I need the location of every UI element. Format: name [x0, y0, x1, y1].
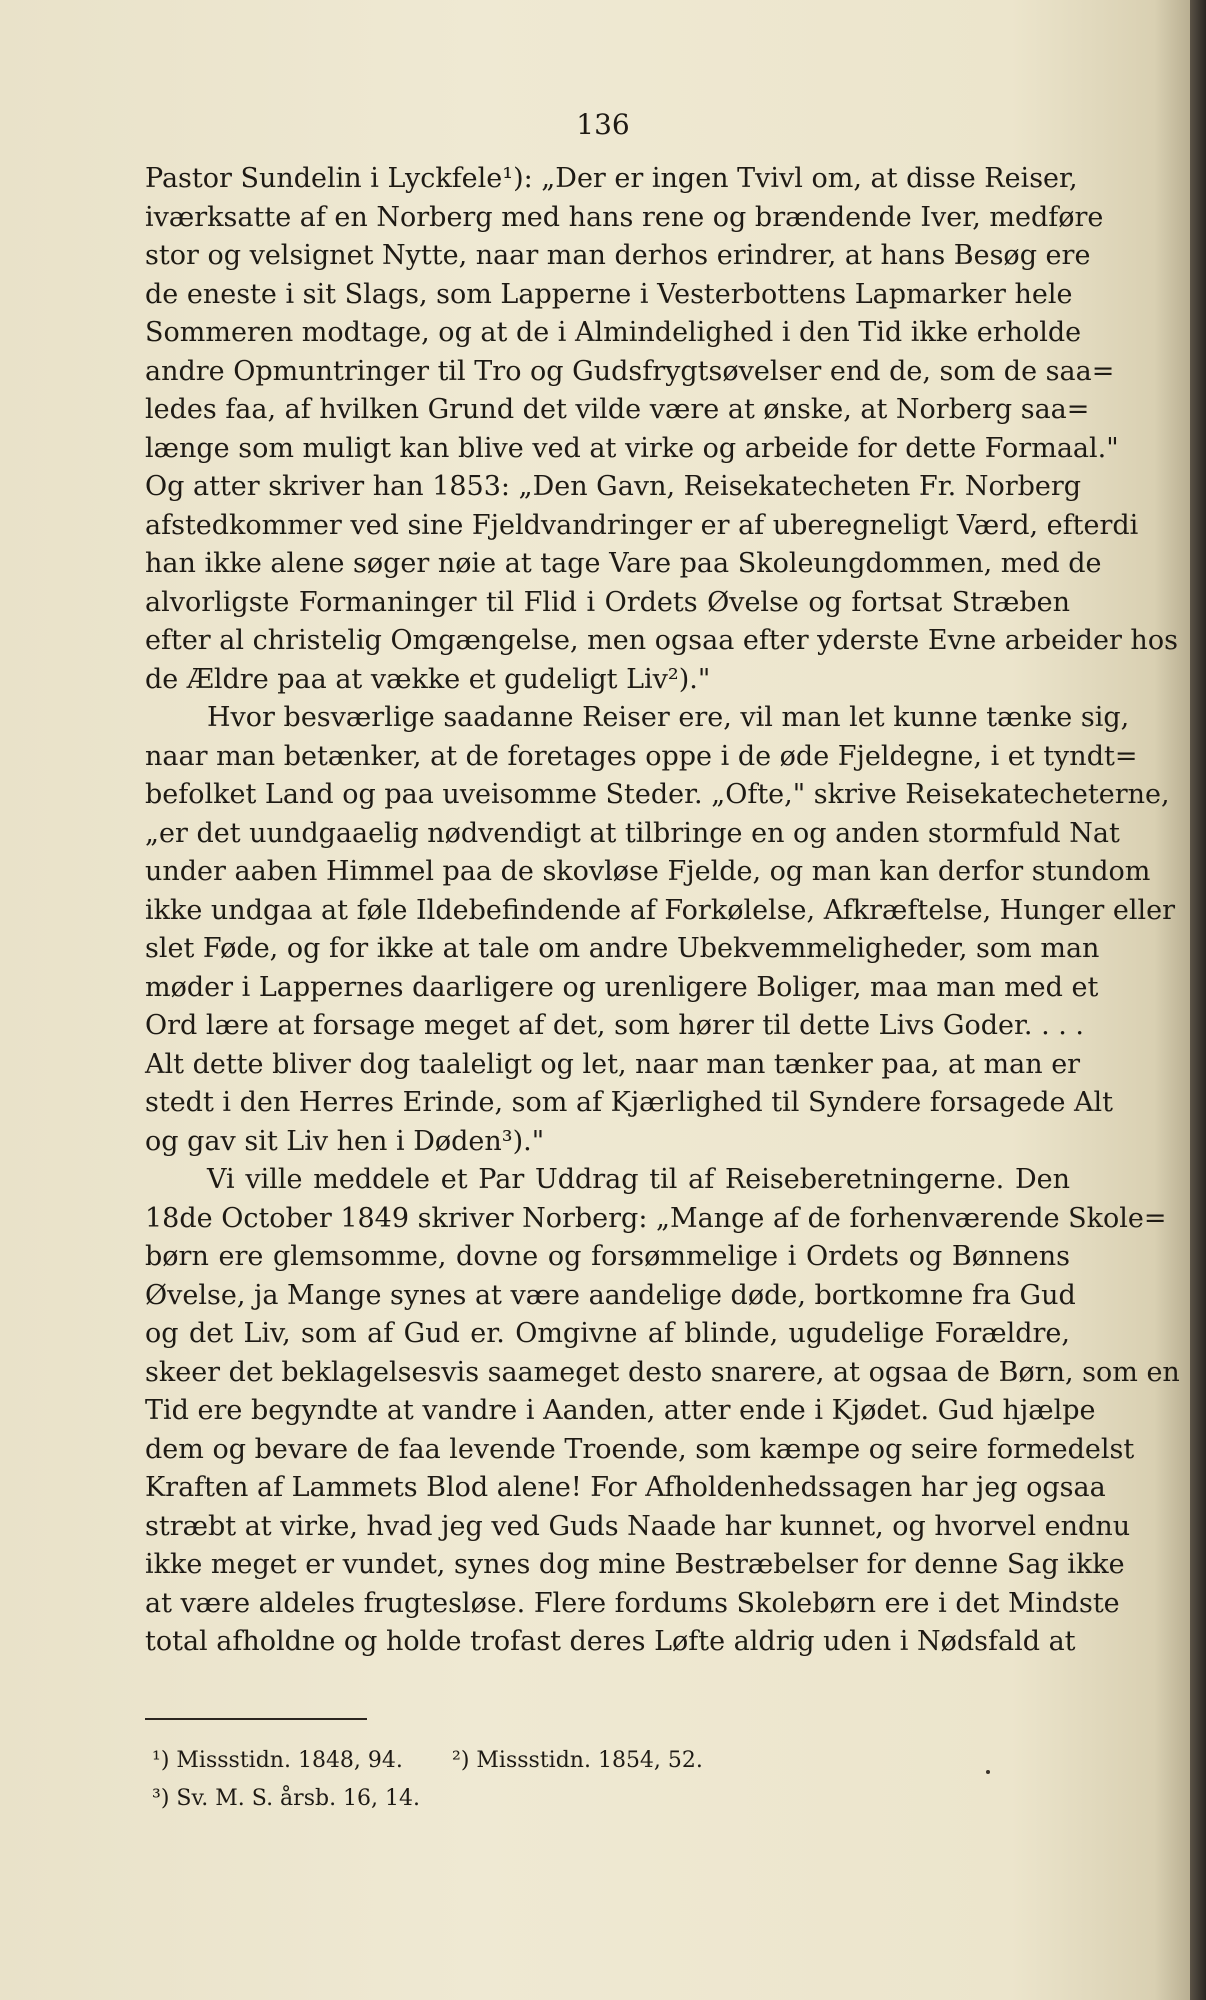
text-line: de Ældre paa at vække et gudeligt Liv²)." — [145, 663, 711, 695]
text-line: stræbt at virke, hvad jeg ved Guds Naade har kunnet, og hvorvel endnu — [145, 1510, 1131, 1542]
text-line: dem og bevare de faa levende Troende, som kæmpe og seire formedelst — [145, 1433, 1135, 1465]
text-line: andre Opmuntringer til Tro og Gudsfrygtsøvelser end de, som de saa= — [145, 355, 1115, 387]
text-line: han ikke alene søger nøie at tage Vare paa Skoleungdommen, med de — [145, 548, 1102, 579]
footnote-rule — [145, 1718, 367, 1720]
text-line: og gav sit Liv hen i Døden³)." — [145, 1125, 545, 1157]
text-line: naar man betænker, at de foretages oppe i de øde Fjeldegne, i et tyndt= — [145, 740, 1138, 772]
text-line: stedt i den Herres Erinde, som af Kjærlighed til Syndere forsagede Alt — [145, 1087, 1114, 1118]
text-line: afstedkommer ved sine Fjeldvandringer er af uberegneligt Værd, efterdi — [145, 509, 1139, 541]
text-line: Og atter skriver han 1853: „Den Gavn, Reisekatecheten Fr. Norberg — [145, 471, 1082, 502]
text-line: Alt dette bliver dog taaleligt og let, naar man tænker paa, at man er — [145, 1048, 1081, 1080]
text-line: møder i Lappernes daarligere og urenligere Boliger, maa man med et — [145, 971, 1099, 1003]
text-line: Kraften af Lammets Blod alene! For Afholdenhedssagen har jeg ogsaa — [145, 1472, 1106, 1503]
footnote-line — [152, 1742, 703, 1780]
text-line: længe som muligt kan blive ved at virke og arbeide for dette Formaal." — [145, 432, 1119, 464]
text-line: total afholdne og holde trofast deres Løfte aldrig uden i Nødsfald at — [145, 1626, 1076, 1657]
text-line: de eneste i sit Slags, som Lapperne i Vesterbottens Lapmarker hele — [145, 278, 1073, 310]
text-line: og det Liv, som af Gud er. Omgivne af blinde, ugudelige Forældre, — [145, 1318, 1070, 1349]
text-line: efter al christelig Omgængelse, men ogsaa efter yderste Evne arbeider hos — [145, 625, 1178, 656]
page-edge-shadow — [1190, 0, 1206, 2000]
footnote-2: ²) Missstidn. 1854, 52. — [452, 1748, 703, 1773]
text-line: børn ere glemsomme, dovne og forsømmelige i Ordets og Bønnens — [145, 1241, 1070, 1272]
body-text — [145, 160, 1180, 1662]
text-line: slet Føde, og for ikke at tale om andre Ubekvemmeligheder, som man — [145, 933, 1100, 964]
text-line: „er det uundgaaelig nødvendigt at tilbringe en og anden stormfuld Nat — [145, 817, 1120, 849]
paper-speck — [986, 1770, 990, 1774]
text-line: Øvelse, ja Mange synes at være aandelige døde, bortkomne fra Gud — [145, 1279, 1076, 1311]
text-line: alvorligste Formaninger til Flid i Ordets Øvelse og fortsat Stræben — [145, 586, 1070, 618]
text-line: stor og velsignet Nytte, naar man derhos erindrer, at hans Besøg ere — [145, 240, 1091, 271]
text-line: Hvor besværlige saadanne Reiser ere, vil man let kunne tænke sig, — [207, 702, 1130, 733]
text-line: iværksatte af en Norberg med hans rene og brændende Iver, medføre — [145, 201, 1104, 233]
text-line: befolket Land og paa uveisomme Steder. „Ofte," skrive Reisekatecheterne, — [145, 779, 1170, 810]
text-line: Vi ville meddele et Par Uddrag til af Reiseberetningerne. Den — [207, 1164, 1070, 1195]
text-line: 18de October 1849 skriver Norberg: „Mange af de forhenværende Skole= — [145, 1202, 1167, 1234]
footnote-line — [152, 1780, 703, 1818]
text-line: Tid ere begyndte at vandre i Aanden, atter ende i Kjødet. Gud hjælpe — [145, 1395, 1096, 1426]
text-line: ikke meget er vundet, synes dog mine Bestræbelser for denne Sag ikke — [145, 1549, 1125, 1580]
text-line: skeer det beklagelsesvis saameget desto snarere, at ogsaa de Børn, som en — [145, 1356, 1180, 1388]
text-line: ledes faa, af hvilken Grund det vilde være at ønske, at Norberg saa= — [145, 394, 1090, 425]
footnote-1: ¹) Missstidn. 1848, 94. — [152, 1748, 403, 1773]
footnotes — [152, 1742, 703, 1818]
page-number: 136 — [576, 108, 630, 141]
text-line: at være aldeles frugtesløse. Flere fordums Skolebørn ere i det Mindste — [145, 1587, 1120, 1619]
footnote-3: ³) Sv. M. S. årsb. 16, 14. — [152, 1786, 421, 1811]
text-line: Ord lære at forsage meget af det, som hører til dette Livs Goder. . . . — [145, 1010, 1085, 1041]
text-line: under aaben Himmel paa de skovløse Fjelde, og man kan derfor stundom — [145, 856, 1151, 887]
text-line: ikke undgaa at føle Ildebefindende af Forkølelse, Afkræftelse, Hunger eller — [145, 894, 1176, 926]
text-line: Sommeren modtage, og at de i Almindelighed i den Tid ikke erholde — [145, 317, 1082, 348]
text-line: Pastor Sundelin i Lyckfele¹): „Der er ingen Tvivl om, at disse Reiser, — [145, 163, 1078, 194]
